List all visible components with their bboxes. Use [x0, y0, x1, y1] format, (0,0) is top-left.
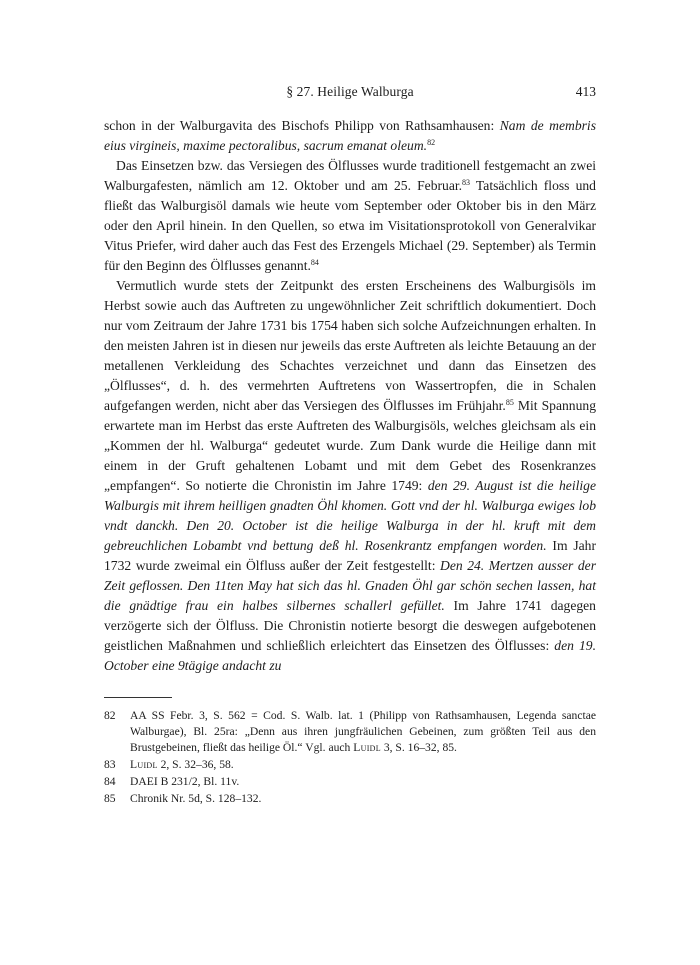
paragraph: [104, 156, 596, 276]
text-run: Mit Spannung erwartete man im Herbst das erste Auftreten des Walburgisöls, welches gleichsam als ein „Kommen der hl. Walburga“ gedeutet wurde. Zum Dank wurde die Heilige dann mit einem in der Gruft gehaltenen Lobamt und mit dem Gebet des Rosenkranzes „empfangen“. So notierte die Chronistin im Jahre 1749:: [104, 398, 596, 493]
text-run: Im Jahr 1732 wurde zweimal ein Ölfluss außer der Zeit festgestellt:: [104, 538, 596, 573]
footnotes: [104, 708, 596, 808]
footnote-ref: 84: [310, 258, 319, 267]
page-header: [104, 84, 596, 106]
page-number: 413: [575, 84, 596, 99]
text-run: Vermutlich wurde stets der Zeitpunkt des ersten Erscheinens des Walburgisöls im Herbst sowie auch das Auftreten zu ungewöhnlicher Zeit schriftlich dokumentiert. Doch nur vom Zeitraum der Jahre 1731 bis 1754 haben sich solche Aufzeichnungen erhalten. In den meisten Jahren ist in diesen nur jeweils das erste Auftreten als leichte Betauung an der metallenen Verkleidung des Schachtes verzeichnet und dann das Einsetzen des „Ölflusses“, d. h. des vermehrten Auftretens von Wassertropfen, die in Schalen aufgefangen werden, nicht aber das Versiegen des Ölflusses im Frühjahr.: [104, 278, 596, 413]
footnote-ref: 83: [462, 178, 471, 187]
text-run: schon in der Walburgavita des Bischofs Philipp von Rathsamhausen:: [104, 118, 500, 133]
running-head: § 27. Heilige Walburga: [286, 84, 414, 99]
footnote-text: DAEI B 231/2, Bl. 11v.: [130, 775, 240, 788]
footnote: [104, 791, 596, 807]
footnote-text: Chronik Nr. 5d, S. 128–132.: [130, 792, 262, 805]
footnote-number: 83: [104, 758, 116, 771]
main-text: [104, 116, 596, 676]
footnote: [104, 708, 596, 756]
footnote-ref: 85: [505, 398, 514, 407]
author-smallcaps: Luidl: [130, 758, 158, 771]
author-smallcaps: Luidl: [353, 741, 381, 754]
footnote-number: 84: [104, 775, 116, 788]
footnote-number: 82: [104, 709, 116, 722]
footnote-text: AA SS Febr. 3, S. 562 = Cod. S. Walb. lat. 1 (Philipp von Rathsamhausen, Legenda sanctae Walburgae), Bl. 25ra: „Denn aus ihren jungfräulichen Gebeinen, zum größten Teil aus den Brustgebeinen, fließt das heilige Öl.“ Vgl. auch Luidl 3, S. 16–32, 85.: [130, 709, 596, 754]
footnote-text: Luidl 2, S. 32–36, 58.: [130, 758, 234, 771]
chronicle-quote: Den 24. Mertzen ausser der Zeit geflossen. Den 11ten May hat sich das hl. Gnaden Öhl gar schön sechen lassen, hat die gnädtige frau ein halbes silbernes schallerl gefüllet.: [104, 558, 596, 613]
footnote-divider: [104, 697, 172, 698]
chronicle-quote: den 19. October eine 9tägige andacht zu: [104, 638, 596, 673]
text-run: Das Einsetzen bzw. das Versiegen des Ölflusses wurde traditionell festgemacht an zwei Walburgafesten, nämlich am 12. Oktober und am 25. Februar.: [104, 158, 596, 193]
latin-quote: Nam de membris eius virgineis, maxime pectoralibus, sacrum emanat oleum.: [104, 118, 597, 153]
text-run: Im Jahre 1741 dagegen verzögerte sich der Ölfluss. Die Chronistin notierte besorgt die deswegen aufgebotenen geistlichen Maßnahmen und schließlich erleichtert das Einsetzen des Ölflusses:: [104, 598, 596, 653]
footnote: [104, 757, 596, 773]
footnote-ref: 82: [427, 138, 436, 147]
footnote: [104, 774, 596, 790]
chronicle-quote: den 29. August ist die heilige Walburgis mit ihrem heilligen gnadten Öhl khomen. Gott vnd der hl. Walburga ewiges lob vndt danckh. Den 20. October ist die heilige Walburga in der hl. kruft mit dem gebreuchlichen Lobambt vnd bettung deß hl. Rosenkrantz empfangen worden.: [104, 478, 597, 553]
footnote-number: 85: [104, 792, 116, 805]
paragraph: [104, 116, 596, 156]
text-run: Tatsächlich floss und fließt das Walburgisöl damals wie heute vom September oder Oktober bis in den März oder den April hinein. In den Quellen, so etwa im Visitationsprotokoll von Generalvikar Vitus Priefer, wird daher auch das Fest des Erzengels Michael (29. September) als Termin für den Beginn des Ölflusses genannt.: [104, 178, 596, 273]
paragraph: [104, 276, 596, 676]
